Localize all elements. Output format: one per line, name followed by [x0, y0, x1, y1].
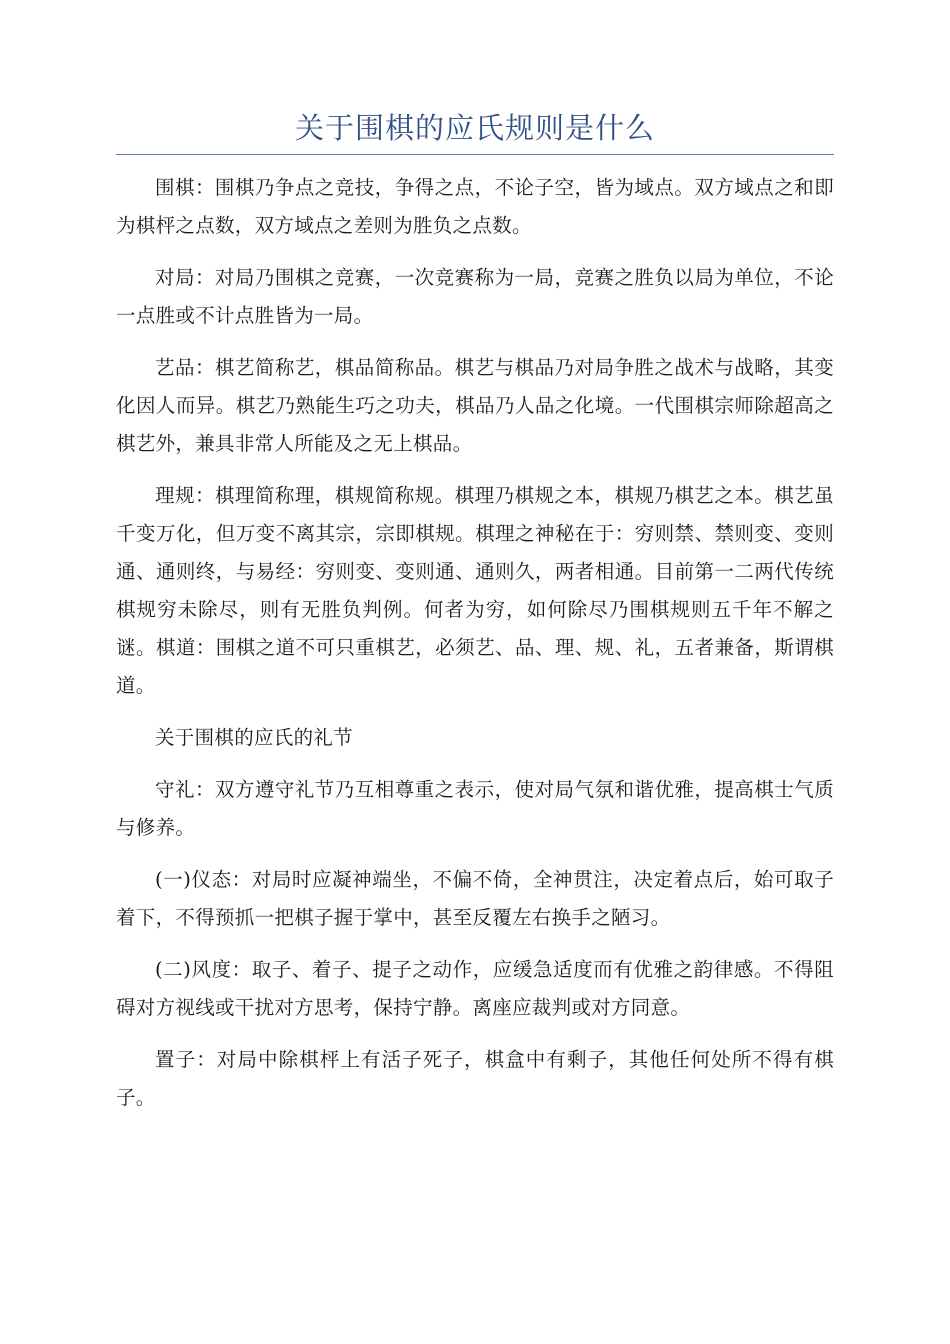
paragraph-yipin: 艺品：棋艺简称艺，棋品简称品。棋艺与棋品乃对局争胜之战术与战略，其变化因人而异。棋艺乃熟能生巧之功夫，棋品乃人品之化境。一代围棋宗师除超高之棋艺外，兼具非常人所能及之无上棋品。: [116, 355, 834, 455]
title-underline: [116, 154, 834, 155]
document-page: [116, 110, 834, 1131]
paragraph-duiju: 对局：对局乃围棋之竞赛，一次竞赛称为一局，竞赛之胜负以局为单位，不论一点胜或不计点胜皆为一局。: [116, 265, 834, 327]
paragraph-yitai: (一)仪态：对局时应凝神端坐，不偏不倚，全神贯注，决定着点后，始可取子着下，不得预抓一把棋子握于掌中，甚至反覆左右换手之陋习。: [116, 867, 834, 929]
paragraph-fengdu: (二)风度：取子、着子、提子之动作，应缓急适度而有优雅之韵律感。不得阻碍对方视线或干扰对方思考，保持宁静。离座应裁判或对方同意。: [116, 957, 834, 1019]
document-title: 关于围棋的应氏规则是什么: [294, 111, 655, 145]
paragraph-weiqi: 围棋：围棋乃争点之竞技，争得之点，不论子空，皆为域点。双方域点之和即为棋枰之点数，双方域点之差则为胜负之点数。: [116, 175, 834, 237]
section-heading-etiquette: 关于围棋的应氏的礼节: [155, 725, 354, 749]
paragraph-zhizi: 置子：对局中除棋枰上有活子死子，棋盒中有剩子，其他任何处所不得有棋子。: [116, 1047, 834, 1109]
paragraph-ligui: 理规：棋理简称理，棋规简称规。棋理乃棋规之本，棋规乃棋艺之本。棋艺虽千变万化，但万变不离其宗，宗即棋规。棋理之神秘在于：穷则禁、禁则变、变则通、通则终，与易经：穷则变、变则通、通则久，两者相通。目前第一二两代传统棋规穷未除尽，则有无胜负判例。何者为穷，如何除尽乃围棋规则五千年不解之谜。棋道：围棋之道不可只重棋艺，必须艺、品、理、规、礼，五者兼备，斯谓棋道。: [116, 483, 834, 697]
paragraph-shouli: 守礼：双方遵守礼节乃互相尊重之表示，使对局气氛和谐优雅，提高棋士气质与修养。: [116, 777, 834, 839]
